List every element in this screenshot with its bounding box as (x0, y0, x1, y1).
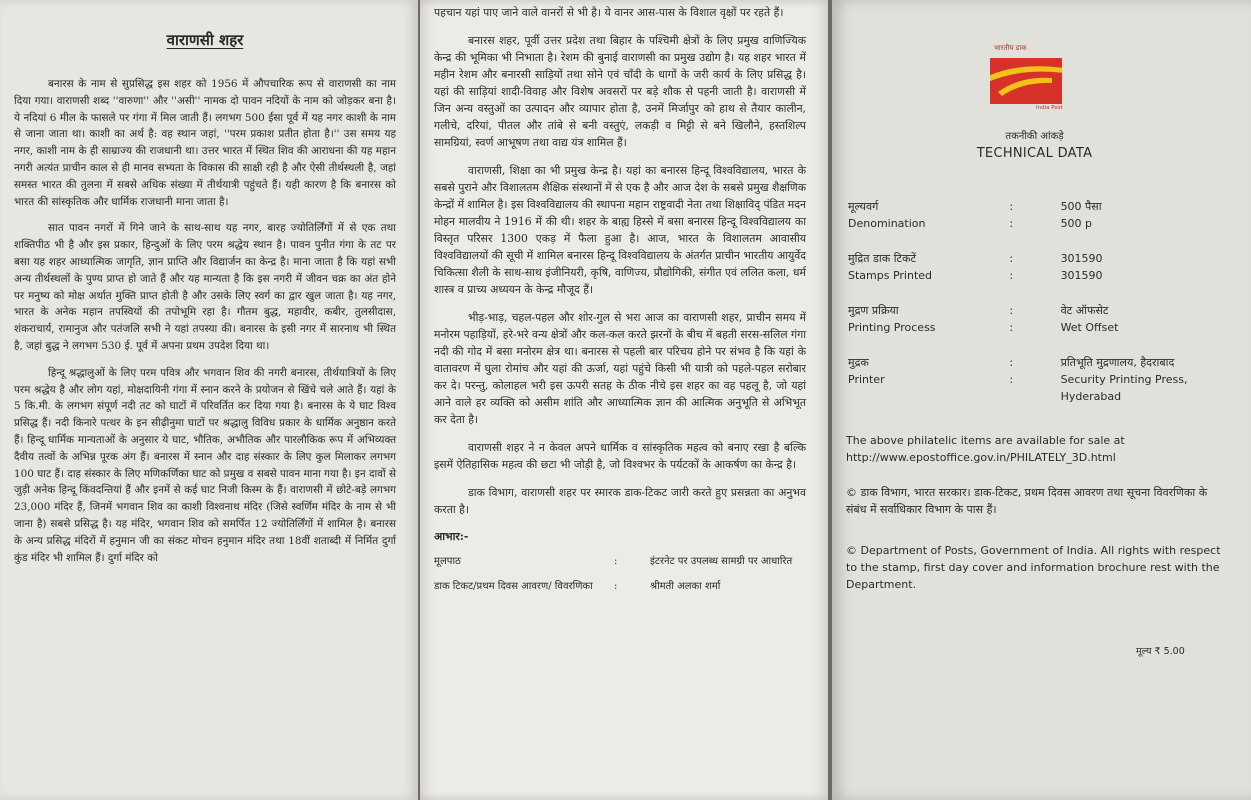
spec-sep: : (1009, 200, 1014, 213)
left-paragraph-1: बनारस के नाम से सुप्रसिद्ध इस शहर को 1956 में औपचारिक रूप से वाराणसी का नाम दिया गया। वाराणसी शब्द ''वारुणा'' और ''असी'' नामक दो पावन नदियों के नाम को जोड़कर बना है। ये नदियां 6 मील के फासले पर गंगा में मिल जाती हैं। लगभग 500 ईसा पूर्व में यह नगर काशी के नाम से जाना जाता था। काशी का अर्थ है: वह स्थान जहां, ''परम प्रकाश प्रतीत होता है।'' उस समय यह नगर, काशी नाम के ही साम्राज्य की राजधानी था। उत्तर भारत में स्थित शिव की आराधना की यह महान नगरी अत्यंत प्राचीन काल से ही मानव सभ्यता के विकास की साक्षी रही है और ऐसी तीर्थस्थली है, जहां समस्त भारत की तुलना में सबसे अधिक संख्या में तीर्थयात्री पहुंचते हैं। यही कारण है कि बनारस को भारत की सांस्कृतिक और धार्मिक राजधानी माना जाता है। (14, 78, 396, 208)
spec-key: Denomination (848, 217, 926, 230)
technical-data-heading-hindi: तकनीकी आंकड़े (1005, 131, 1064, 142)
india-post-logo-hindi: भारतीय डाक (994, 44, 1027, 52)
spec-sep: : (1009, 373, 1014, 386)
credit-sep: : (614, 581, 618, 592)
spec-sep: : (1009, 304, 1014, 317)
spec-value: Wet Offset (1060, 321, 1119, 334)
spec-denomination (848, 198, 1218, 232)
spec-value: 500 p (1060, 217, 1093, 230)
spec-value: Security Printing Press, Hyderabad (1060, 373, 1188, 403)
spec-sep: : (1009, 269, 1014, 282)
copyright-english: © Department of Posts, Government of India. All rights with respect to the stamp, first day cover and information brochure rest with the Department. (846, 544, 1221, 591)
left-paragraph-2: सात पावन नगरों में गिने जाने के साथ-साथ यह नगर, बारह ज्योतिर्लिंगों में से एक तथा शक्तिपीठ भी है और इस प्रकार, हिन्दुओं के लिए परम श्रद्धेय स्थान है। पावन पुनीत गंगा के तट पर बसा यह शहर आध्यात्मिक जागृति, ज्ञान प्राप्ति और विद्यार्जन का केन्द्र है। माना जाता है कि यहां सभी अन्य तीर्थस्थलों के पुण्य प्राप्त हो जाते हैं और यह मान्यता है कि इस नगरी में जीवन चक्र का अंत होने पर मनुष्य को मोक्ष अर्थात मुक्ति प्राप्त होती है और उसके लिए स्वर्ग का द्वार खुल जाता है। यह नगर, भारत के अनेक महान तपस्वियों की तपोभूमि रहा है। गौतम बुद्ध, महावीर, कबीर, तुलसीदास, शंकराचार्य, रामानुज और पतंजलि सभी ने यहां तपस्या की। बनारस के इसी नगर में सारनाथ भी स्थित है, जहां बुद्ध ने लगभग 530 ई. पूर्व में अपना प्रथम उपदेश दिया था। (14, 222, 396, 352)
india-post-logo-english: India Post (1036, 105, 1063, 111)
spec-stamps-printed (848, 250, 1218, 284)
spec-printing-process (848, 302, 1218, 336)
india-post-logo-icon (990, 58, 1062, 104)
spec-key: Printer (848, 373, 885, 386)
left-paragraph-3: हिन्दू श्रद्धालुओं के लिए परम पवित्र और भगवान शिव की नगरी बनारस, तीर्थयात्रियों के लिए परम श्रद्धेय है और लोग यहां, मोक्षदायिनी गंगा में स्नान करने के प्रयोजन से खिंचे चले आते हैं। यहां के 5 कि.मी. के लगभग संपूर्ण नदी तट को घाटों में परिवर्तित कर दिया गया है। बनारस के ये घाट विश्व प्रसिद्ध हैं। नदी किनारे पत्थर के इन सीढ़ीनुमा घाटों पर श्रद्धालु विविध प्रकार के धार्मिक अनुष्ठान करते हैं। हिन्दू धार्मिक मान्यताओं के अनुसार ये घाट, भौतिक, अभौतिक और पारलौकिक रूप में अभिव्यक्त दैवीय तत्वों के अभिन्न पूरक अंग हैं। बनारस में स्नान और दाह संस्कार के लिए कुल मिलाकर लगभग 100 घाट हैं। दाह संस्कार के लिए मणिकर्णिका घाट को प्रमुख व सबसे पावन माना गया है। इन दावों से जुड़ी अनेक हिन्दू किंवदन्तियां हैं और इनमें से कई घाट निजी किस्म के हैं। वाराणसी में छोटे-बड़े लगभग 23,000 मंदिर हैं, जिनमें भगवान शिव का काशी विश्वनाथ मंदिर (जिसे स्वर्णिम मंदिर के नाम से भी जाना है) सबसे प्रसिद्ध है। यह मंदिर, भगवान शिव को समर्पित 12 ज्योतिर्लिंगों में शामिल है। बनारस के अन्य प्रसिद्ध मंदिरों में हनुमान जी का संकट मोचन हनुमान मंदिर तथा 18वीं शताब्दी में निर्मित दुर्गा कुंड मंदिर भी शामिल हैं। दुर्गा मंदिर को (14, 366, 396, 564)
spec-sep: : (1009, 321, 1014, 334)
mid-paragraph-6: डाक विभाग, वाराणसी शहर पर स्मारक डाक-टिकट जारी करते हुए प्रसन्नता का अनुभव करता है। (434, 486, 806, 516)
mid-paragraph-2: बनारस शहर, पूर्वी उत्तर प्रदेश तथा बिहार के पश्चिमी क्षेत्रों के लिए प्रमुख वाणिज्यिक केन्द्र की भूमिका भी निभाता है। रेशम की बुनाई वाराणसी का प्रमुख उद्योग है। यह शहर भारत में महीन रेशम और बनारसी साड़ियों तथा सोने एवं चाँदी के धागों के जरी कार्य के लिए प्रसिद्ध है। यहां की साड़ियां शादी-विवाह और विशेष अवसरों पर बड़े शौक से पहनी जाती है। वाराणसी में जिन अन्य वस्तुओं का उत्पादन और व्यापार होता है, उनमें मिर्जापुर को हाथ से तैयार कालीन, गलीचे, दरियां, पीतल और तांबे से बनी वस्तुएं, लकड़ी व मिट्टी से बने खिलौने, हस्तशिल्प सामग्रियां, स्वर्ण आभूषण तथा वाद्य यंत्र शामिल हैं। (434, 34, 806, 149)
spec-key-hindi: मुद्रित डाक टिकटें (848, 252, 917, 265)
spec-sep: : (1009, 252, 1014, 265)
mid-paragraph-5: वाराणसी शहर ने न केवल अपने धार्मिक व सांस्कृतिक महत्व को बनाए रखा है बल्कि इसमें ऐतिहासिक महत्व की छटा भी जोड़ी है, जो विश्वभर के पर्यटकों के आकर्षण का केन्द्र है। (434, 441, 806, 471)
mid-paragraph-1: पहचान यहां पाए जाने वाले वानरों से भी है। ये वानर आस-पास के विशाल वृक्षों पर रहते हैं। (434, 6, 784, 19)
credit-row-text (434, 554, 806, 569)
spec-value-hindi: 301590 (1060, 252, 1103, 265)
page-title: वाराणसी शहर (166, 31, 244, 49)
right-panel (832, 0, 1251, 800)
spec-key-hindi: मुद्रक (848, 356, 869, 369)
credit-key: डाक टिकट/प्रथम दिवस आवरण/ विवरणिका (434, 581, 593, 592)
credit-key: मूलपाठ (434, 556, 461, 567)
spec-value: 301590 (1060, 269, 1103, 282)
credit-value: श्रीमती अलका शर्मा (650, 581, 721, 592)
mid-paragraph-4: भीड़-भाड़, चहल-पहल और शोर-गुल से भरा आज का वाराणसी शहर, प्राचीन समय में मनोरम पहाड़ियों, हरे-भरे वन्य क्षेत्रों और कल-कल करते झरनों के बीच में बहती सरस-सलिल गंगा नदी की गोद में बसा मनोरम क्षेत्र था। बनारस से पहली बार परिचय होने पर संभव है कि यहां के वातावरण में घुला रोमांच और यहां की ऊर्जा, यहां पहुंचे किसी भी यात्री को पहले-पहल सरोबार कर दे। परन्तु, कोलाहल भरी इस ऊपरी सतह के ठीक नीचे इस शहर का वह पहलू है, जो यहां आने वाले हर व्यक्ति को असीम शांति और आध्यात्मिक ज्ञान की आत्मिक अनुभूति से अभिभूत कर देता है। (434, 311, 806, 426)
spec-sep: : (1009, 217, 1014, 230)
left-panel (0, 0, 418, 800)
copyright-hindi: © डाक विभाग, भारत सरकार। डाक-टिकट, प्रथम दिवस आवरण तथा सूचना विवरणिका के संबंध में सर्वाधिकार विभाग के पास हैं। (846, 486, 1208, 516)
credit-value: इंटरनेट पर उपलब्ध सामग्री पर आधारित (650, 556, 793, 567)
spec-key: Printing Process (848, 321, 936, 334)
technical-data-heading: TECHNICAL DATA (976, 146, 1093, 161)
credit-sep: : (614, 556, 618, 567)
credits-heading: आभार:- (434, 530, 469, 543)
spec-key-hindi: मुद्रण प्रक्रिया (848, 304, 899, 317)
spec-key: Stamps Printed (848, 269, 933, 282)
price-label: मूल्य ₹ 5.00 (1136, 646, 1185, 657)
spec-printer (848, 354, 1218, 405)
availability-note: The above philatelic items are available for sale at http://www.epostoffice.gov.in/PHILATELY_3D.html (846, 434, 1125, 464)
credit-row-design (434, 579, 806, 594)
spec-sep: : (1009, 356, 1014, 369)
spec-key-hindi: मूल्यवर्ग (848, 200, 879, 213)
spec-value-hindi: प्रतिभूति मुद्रणालय, हैदराबाद (1060, 356, 1175, 369)
spec-value-hindi: वेट ऑफसेट (1060, 304, 1109, 317)
spec-value-hindi: 500 पैसा (1060, 200, 1102, 213)
mid-paragraph-3: वाराणसी, शिक्षा का भी प्रमुख केन्द्र है। यहां का बनारस हिन्दू विश्वविद्यालय, भारत के सबसे पुराने और विशालतम शैक्षिक संस्थानों में से एक है और आज देश के सबसे प्रमुख शैक्षणिक केन्द्रों में शामिल है। इस विश्वविद्यालय की स्थापना महान राष्ट्रवादी नेता तथा शिक्षाविद् पंडित मदन मोहन मालवीय ने 1916 में की थी। शहर के बाह्य हिस्से में बसा बनारस हिन्दू विश्वविद्यालय का विस्तृत परिसर 1300 एकड़ में फैला हुआ है। आज, भारत के विशालतम आवासीय विश्वविद्यालयों की सूची में शामिल बनारस हिन्दू विश्वविद्यालय के अंतर्गत प्राचीन भारतीय आयुर्वेद चिकित्सा शैली के साथ-साथ इंजीनियरी, कृषि, वाणिज्य, प्रौद्योगिकी, संगीत एवं ललित कला, धर्म शास्त्र व प्राच्य अध्ययन के केन्द्र मौजूद हैं। (434, 164, 806, 296)
middle-panel (420, 0, 828, 800)
